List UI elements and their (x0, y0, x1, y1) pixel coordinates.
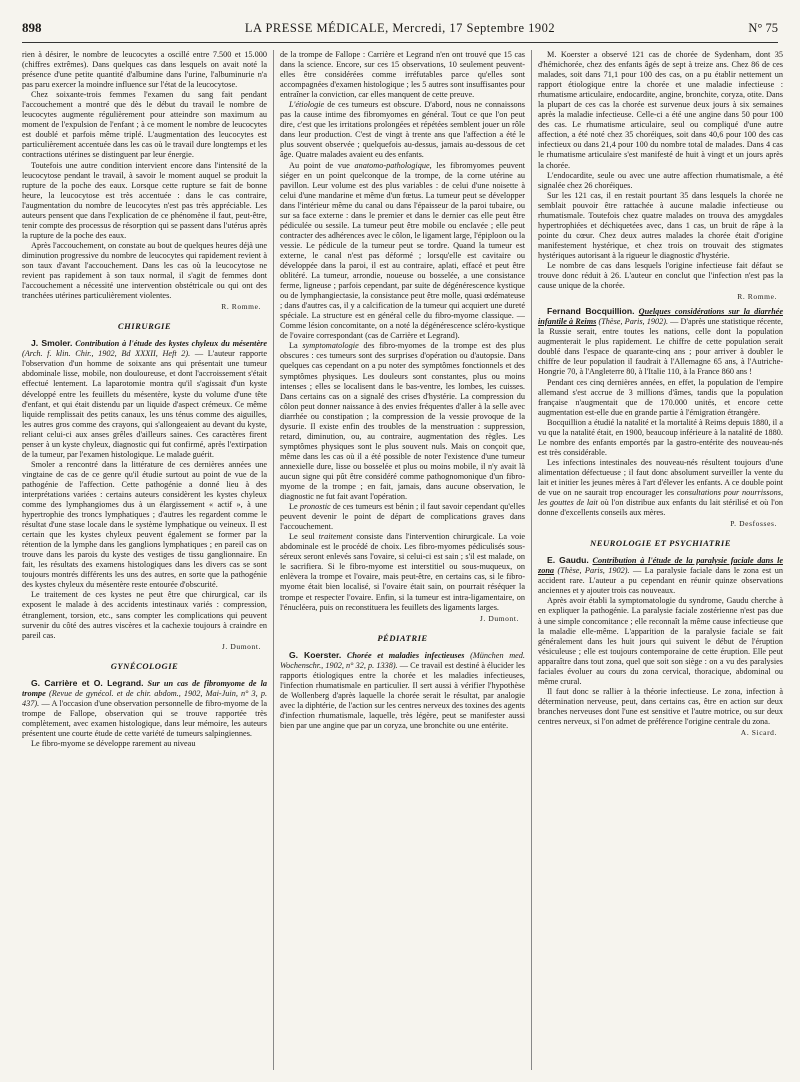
paragraph (280, 341, 525, 502)
paragraph: Chez soixante-trois femmes l'examen du sang fait pendant l'accouchement a montré que dès le début du travail le nombre de leucocytes augmente régulièrement pour atteindre son maximum au moment de l'expulsion de l'enfant ; à ce moment le nombre de leucocytes est doublé et parfois même triplé. L'augmentation des leucocytes est particulièrement accentuée dans les cas où le travail dure longtemps et les contractions utérines se distinguent par leur énergie. (22, 90, 267, 160)
article-author: E. Gaudu. (547, 555, 589, 566)
paragraph: Il faut donc se rallier à la théorie infectieuse. Le zona, infection à détermination nerveuse, peut, dans certains cas, être en action sur deux branches nerveuses dont l'une est sensitive et l'autre motrice, ou sur deux centres nerveux, si l'on admet de préférence l'origine centrale du zona. (538, 686, 783, 726)
article-title: Quelques considérations sur la diarrhée infantile à Reims (538, 307, 783, 327)
paragraph: Bocquillion a étudié la natalité et la mortalité à Reims depuis 1880, il a vu que la natalité était, en 1900, beaucoup inférieure à la natalité de 1880. Le nombre des enfants emportés par la gastro-entérite des nouveau-nés est très considérable. (538, 417, 783, 457)
emphasis-term: traitement (318, 532, 353, 542)
article-text: — La paralysie faciale dans le zona est un accident rare. L'auteur a pu cependant en réunir quinze observations anciennes et y ajouter trois cas nouveaux. (538, 566, 783, 596)
page-header (22, 20, 778, 43)
article-text: — A l'occasion d'une observation personnelle de fibro-myome de la trompe de Fallope, observation qui se trouve rapportée très complètement, avec examen histologique, dans leur mémoire, les auteurs présentent une courte étude de cette variété de tumeurs salpingiennes. (22, 698, 267, 738)
column-rule (531, 50, 532, 1070)
article-reference: (München med. Wochenschr., 1902, n° 32, p. 1338). (280, 650, 525, 670)
paragraph-text: consiste dans l'intervention chirurgicale. La voie abdominale est le procédé de choix. Les fibro-myomes pédiculisés sous-séreux seront enlevés sans l'ovaire, si celui-ci est sain ; s'il est malade, on le sacrifiera. Si le fibro-myome est interstitiel ou sous-muqueux, on enlèvera la trompe et l'ovaire, mais peut-être, en certains cas, si le fibro-myome était bien localisé, si l'ovaire était sain, on pourrait réséquer la trompe et respecter l'ovaire. Enfin, si la tumeur est intra-ligamentaire, on l'énucléera, puis on reconstituera les feuillets des ligaments larges. (280, 532, 525, 612)
paragraph: L'endocardite, seule ou avec une autre affection rhumatismale, a été signalée chez 26 choréiques. (538, 170, 783, 190)
paragraph: Smoler a rencontré dans la littérature de ces dernières années une vingtaine de cas de ce genre qu'il étudie surtout au point de vue de la pathogénie de l'affection. Cette pathogénie a donné lieu à des interprétations variées : certains auteurs considèrent les kystes chyleux comme des lymphangiomes dus à un élargissement « actif », à une hypertrophie des troncs lymphatiques ; d'autres les regardent comme le résultat d'une stase locale dans le système lymphatique ou veineux. Il est certain que les kystes chyleux peuvent également se former par la rétention de la lymphe dans les ganglions lymphatiques ; en pareil cas on trouve dans les parois du kyste des vestiges de tissu ganglionnaire. En fait, les résultats des examens histologiques dans les divers cas se sont toujours montrés différents les uns des autres, en sorte que la pathogénie des kystes chyleux du mésentère reste entourée d'obscurité. (22, 459, 267, 590)
journal-title: LA PRESSE MÉDICALE, Mercredi, 17 Septembre 1902 (244, 21, 556, 35)
signature: P. Desfosses. (730, 519, 777, 529)
paragraph: Le fibro-myome se développe rarement au niveau (31, 739, 196, 749)
article-entry (22, 338, 267, 460)
article-author: Fernand Bocquillion. (547, 306, 635, 317)
paragraph-text: de ces tumeurs est obscure. D'abord, nous ne connaissons pas la cause intime des fibromyomes en général. Tout ce que l'on peut dire, c'est que les irritations prolongées et répétées semblent jouer un rôle dans leur production. C'est de vingt à trente ans que l'affection a été le plus souvent observée ; quelquefois au-dessus, jamais au-dessous de cet âge. Quatre malades avaient eu des enfants. (280, 100, 525, 160)
paragraph-text: où l'on distribue aux enfants du lait stérilisé et où l'on donne d'excellents conseils aux mères. (538, 498, 783, 518)
paragraph: M. Koerster a observé 121 cas de chorée de Sydenham, dont 35 d'hémichorée, chez des enfants âgés de sept à treize ans. Chez 86 de ces malades, soit dans 71,1 pour 100 des cas, on a pu établir nettement un rapport étiologique entre la chorée et une maladie infectieuse : rhumatisme articulaire, endocardite, angine, bronchite, coryza, otite. Dans la plupart de ces cas la chorée est survenue deux jours à six semaines après la maladie infectieuse. Celle-ci a été une angine dans 50 pour 100 des cas. Le rhumatisme articulaire, seul ou compliqué d'une autre affection, a été noté chez 35 choréiques, soit dans 40,6 pour 100 des cas infectieux ou dans 21,4 pour 100 du nombre total de malades. Dans 4 cas le rhumatisme articulaire s'est manifesté de huit à vingt et un jours après la chorée. (538, 50, 783, 170)
emphasis-term: L'étiologie (289, 100, 325, 110)
column-2 (280, 50, 525, 1075)
article-author: G. Koerster. (289, 649, 342, 660)
paragraph: rien à désirer, le nombre de leucocytes a oscillé entre 7.500 et 15.000 (chiffres extrêmes). Dans quelques cas dans lesquels on avait noté la présence d'une petite quantité d'albumine dans l'urine, l'albuminurie n'a pas paru exercer la moindre influence sur l'état de la leucocytose. (22, 50, 267, 90)
paragraph: Après l'accouchement, on constate au bout de quelques heures déjà une diminution progressive du nombre de leucocytes qui rapidement revient à son taux d'avant l'accouchement. Dans les cas où la leucocytose ne revient pas rapidement à son taux normal, il s'agit de femmes dont l'accouchement a nécessité une intervention obstétricale ou qui ont des tranchées utérines particulièrement violentes. (22, 240, 267, 301)
paragraph-text: , les fibromyomes peuvent siéger en un point quelconque de la trompe, de la corne utérine au pavillon. Leur volume est des plus variables : de celui d'une noisette à celui d'une mandarine et même d'un fœtus. La tumeur peut se développer dans l'intérieur même du canal ou dans l'épaisseur de la paroi tubaire, ou sur sa face externe : dans le premier et dans le dernier cas elle peut être pédiculée ou sessile. La tumeur peut être mobile ou enclavée ; elle peut contracter des adhérences avec le côlon, le ligament large, l'épiploon ou la vessie. Le pédicule de la tumeur peut se tordre. Quand la tumeur est externe, le canal n'est pas déformé ; lorsqu'elle est cavitaire ou développée dans la paroi, il est au contraire, aplati, effacé et peut être oblitéré. La tumeur, arrondie, noueuse ou bosselée, a une consistance ferme, ligneuse ; parfois cependant, par suite de dégénérescence kystique ou de lymphangiectasie, la consistance peut être molle, quasi œdémateuse ; dans d'autres cas, il y a calcification de la tumeur qui acquiert une dureté spéciale. La structure est en général celle du fibro-myome classique. — Comme lésion concomitante, on a noté la dégénérescence scléro-kystique de l'ovaire correspondant (cas de Carrière et Legrand). (280, 160, 525, 341)
article-text: — Ce travail est destiné à élucider les rapports étiologiques entre la chorée et les maladies infectieuses, l'infection rhumatismale en particulier. Il sert aussi à vérifier l'hypothèse de Wollenberg d'après laquelle la chorée serait le résultat, par analogie avec la diphtérie, de l'action sur les centres nerveux des toxines des agents d'infection rhumatismale, laquelle, très légère, peut se manifester aussi bien par une angine que par un coryza, une bronchite ou une entérite. (280, 660, 525, 731)
paragraph (280, 100, 525, 160)
signature: A. Sicard. (740, 728, 777, 738)
article-text: — D'après une statistique récente, la Russie serait, entre toutes les nations, celle dont la population augmenterait le plus rapidement. Le chiffre de cette population serait doublé dans l'espace de quarante-cinq ans ; pour arriver à doubler le chiffre de leur population il faudrait à l'Allemagne 65 ans, à l'Autriche-Hongrie 70, à l'Angleterre 80, à l'Italie 110, à la France 860 ans ! (538, 317, 783, 377)
article-title: Contribution à l'étude des kystes chyleux du mésentère (75, 339, 267, 349)
section-heading: NEUROLOGIE ET PSYCHIATRIE (590, 538, 731, 549)
section-heading: CHIRURGIE (117, 321, 172, 332)
article-reference: (Arch. f. klin. Chir., 1902, Bd XXXII, Heft 2). (22, 349, 191, 359)
paragraph: Le nombre de cas dans lesquels l'origine infectieuse fait défaut se trouve donc réduit à 26. L'auteur en conclut que l'infection n'est pas la cause unique de la chorée. (538, 260, 783, 291)
emphasis-term: symptomatologie (302, 341, 359, 351)
paragraph-text: La (289, 341, 298, 351)
paragraph (538, 458, 783, 518)
emphasis-term: pronostic (299, 502, 331, 512)
paragraph-text: Le seul (289, 532, 315, 542)
section-heading: GYNÉCOLOGIE (110, 660, 179, 671)
paragraph: Pendant ces cinq dernières années, en effet, la population de l'empire allemand s'est accrue de 3 millions d'âmes, tandis que la population française n'augmentait que de 170.000 unités, et encore cette augmentation est-elle due en grande partie à l'émigration étrangère. (538, 377, 783, 417)
signature: J. Dumont. (479, 613, 519, 623)
signature: J. Dumont. (221, 641, 261, 651)
article-reference: (Thèse, Paris, 1902). (557, 566, 630, 576)
article-title: Contribution à l'étude de la paralysie faciale dans le zona (538, 556, 783, 576)
signature: R. Romme. (221, 302, 261, 312)
article-text: — L'auteur rapporte l'observation d'un homme de soixante ans qui présentait une tumeur abdominale lisse, mobile, non douloureuse, et dont l'accroissement s'était effectué lentement. La laparotomie montra qu'il s'agissait d'un kyste développé entre les feuillets du mésentère, kyste du volume d'une tête d'enfant, et qui était distendu par un liquide d'aspect crémeux. Ce même liquide remplissait des petits canaux, les uns ténus comme des aiguilles, les autres gros comme des crayons, qui s'allongeaient au devant du kyste, reliant celui-ci aux anses grêles d'ailleurs saines. Ces caractères firent penser à un kyste chyleux, diagnostic qui fut confirmé, après l'extirpation de la tumeur, par l'examen histologique. Le malade guérit. (22, 349, 267, 459)
signature: R. Romme. (737, 292, 777, 302)
paragraph (280, 532, 525, 612)
article-reference: (Revue de gynécol. et de chir. abdom., 1902, Mai-Juin, n° 3, p. 437). (22, 688, 267, 708)
emphasis-term: consultations pour nourrissons, les gouttes de lait (538, 488, 783, 508)
issue-number: N° 75 (748, 21, 778, 35)
paragraph: de la trompe de Fallope : Carrière et Legrand n'en ont trouvé que 15 cas dans la science. Encore, sur ces 15 observations, 10 seulement peuvent-elles être considérées comme irréfutables parce qu'elles sont accompagnées d'examen histologique ; les 5 autres sont insuffisantes pour entraîner la conviction, car elles manquent de cette preuve. (280, 50, 525, 100)
article-author: J. Smoler. (31, 338, 73, 349)
paragraph-text: de ces tumeurs est bénin ; il faut savoir cependant qu'elles peuvent devenir le point de départ de complications graves dans l'accouchement. (280, 502, 525, 532)
article-entry (538, 555, 783, 596)
paragraph: Toutefois une autre condition intervient encore dans l'intensité de la leucocytose pendant le travail, à savoir le moment auquel se produit la rupture de la poche des eaux. Lorsque cette rupture se fait de bonne heure, la leucocytose est très accentuée : dans le cas contraire, l'augmentation du nombre de leucocytes n'est pas très appréciable. Les auteurs pensent que dans l'explication de ce phénomène il faut, peut-être, tenir compte des processus de résorption qui se passent dans l'utérus après la rupture de la poche des eaux. (22, 160, 267, 240)
paragraph (280, 502, 525, 532)
article-title: Sur un cas de fibromyome de la trompe (22, 678, 267, 698)
article-title: Chorée et maladies infectieuses (346, 650, 465, 660)
paragraph-text: des fibro-myomes de la trompe est des plus obscures : ces tumeurs sont des surprises d'opération ou d'autopsie. Dans quelques cas cependant on a pu noter des symptômes fonctionnels et des symptômes physiques. Les douleurs sont constantes, plus ou moins intenses ; elles se localisent dans le bas-ventre, les lombes, les cuisses. Dans certains cas on a signalé des crises d'hystérie. La compression du côlon peut donner naissance à des envies fréquentes d'aller à la selle avec diarrhée ou constipation ; la compression de la vessie provoque de la dysurie. Il existe enfin des troubles de la menstruation : suppression, retard, diminution, ou, au contraire, augmentation des règles. Les symptômes physiques sont le plus souvent nuls. Mais on conçoit que, même dans les cas où il a été possible de noter l'existence d'une tumeur annexielle dure, lisse ou bosselée et plus ou moins mobile, il n'y avait là aucun signe qui pût être considéré comme pathognomonique d'un fibro-myome de la trompe ; en fait, jamais, dans aucune observation, le diagnostic ne fut fait avant l'opération. (280, 341, 525, 502)
paragraph: Le traitement de ces kystes ne peut être que chirurgical, car ils exposent le malade à des accidents intestinaux variés : compression, étranglement, torsion, etc., sans compter les complications qui peuvent survenir du côté des autres viscères et la cachexie toujours à craindre en pareil cas. (22, 590, 267, 640)
column-1 (22, 50, 267, 1075)
paragraph-text: Le (289, 502, 298, 512)
paragraph: Sur les 121 cas, il en restait pourtant 35 dans lesquels la chorée ne semblait pouvoir être rattachée à aucune maladie infectieuse ou rhumatismale. Toutefois chez quatre malades on trouva des amygdales hypertrophiées et déchiquetées avec, dans 1 cas, un bruit de râpe à la pointe du cœur. Chez deux autres malades la chorée était d'origine manifestement hystérique, et chez trois on trouvait des stigmates hystériques autorisant à la rigueur le diagnostic d'hystérie. (538, 190, 783, 260)
page-number: 898 (22, 20, 42, 35)
paragraph: Après avoir établi la symptomatologie du syndrome, Gaudu cherche à en expliquer la pathogénie. La paralysie faciale zostérienne n'est pas due à une simple concomitance ; elle reconnaît la même cause infectieuse que la maladie elle-même. L'apparition de la paralysie faciale se fait généralement dans les huit jours qui suivent le début de l'éruption vésiculeuse ; elle est toujours contemporaine de cette éruption. Elle peut apparaître dans tout zona, quel que soit son siège : on a vu des paralysies faciales évoluer au cours du zona cervical, thoracique, abdominal ou même crural. (538, 596, 783, 686)
column-rule (273, 50, 274, 1070)
paragraph-text: Les infections intestinales des nouveau-nés résultent toujours d'une alimentation défectueuse ; il faut donc absolument surveiller la vente du lait et initier les jeunes mères à l'art d'élever les enfants. A ce double point de vue on ne saurait trop encourager les (538, 457, 783, 498)
column-3 (538, 50, 783, 1075)
section-heading: PÉDIATRIE (377, 632, 428, 643)
paragraph (280, 161, 525, 342)
article-entry (280, 650, 525, 731)
article-entry (22, 678, 267, 739)
paragraph-text: Au point de vue (289, 160, 350, 170)
article-entry (538, 306, 783, 377)
article-author: G. Carrière et O. Legrand. (31, 677, 144, 688)
article-reference: (Thèse, Paris, 1902). (598, 317, 669, 327)
emphasis-term: anatomo-pathologique (354, 160, 430, 170)
